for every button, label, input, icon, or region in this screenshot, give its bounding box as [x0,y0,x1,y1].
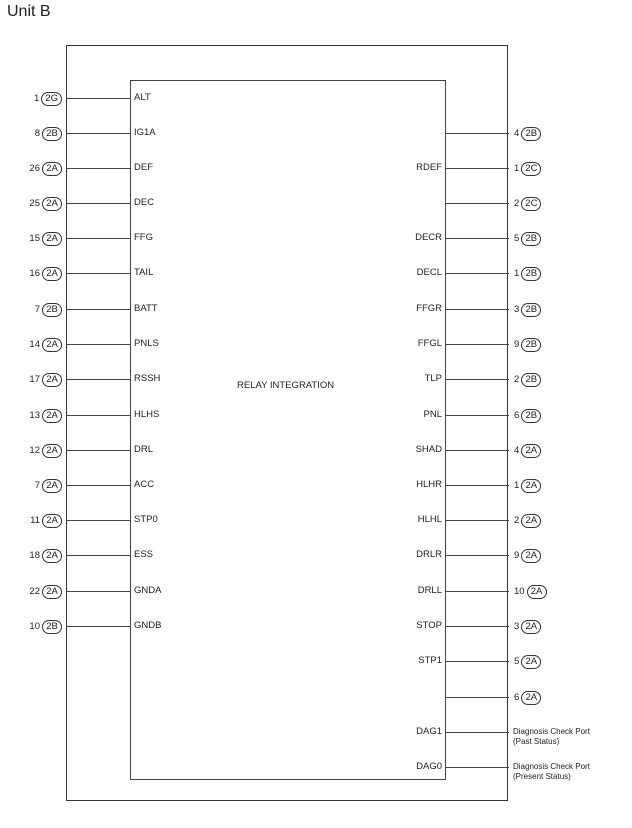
connector-ref [514,691,541,705]
component-name: RELAY INTEGRATION [237,380,335,391]
connector-ref [514,620,541,634]
pin-number: 2 [514,515,520,526]
connector-badge: 2A [521,479,541,493]
connector-ref [514,585,547,599]
connector-ref [29,409,62,423]
pin-number: 7 [34,304,40,315]
connector-badge: 2A [42,585,62,599]
connector-ref [35,127,62,141]
pin-number: 18 [29,550,40,561]
connector-badge: 2A [521,620,541,634]
connector-ref [29,620,62,634]
pin-number: 9 [514,550,520,561]
connector-badge: 2A [42,338,62,352]
connector-ref [514,409,541,423]
connector-badge: 2A [42,267,62,281]
connector-ref [29,162,62,176]
pin-label: RDEF [416,162,442,173]
connector-badge: 2A [521,655,541,669]
pin-number: 10 [514,586,525,597]
pin-label: STP1 [418,655,442,666]
connector-ref [29,444,62,458]
pin-number: 1 [514,480,520,491]
wire [445,238,509,239]
pin-number: 15 [29,233,40,244]
pin-number: 6 [514,410,520,421]
connector-ref [514,479,541,493]
wire [445,591,509,592]
pin-number: 5 [514,233,520,244]
pin-label: DRL [134,444,154,455]
wire [66,203,130,204]
connector-badge: 2A [42,514,62,528]
pin-label: PNLS [134,338,159,349]
pin-label: FFGR [416,303,442,314]
wire [445,520,509,521]
connector-badge: 2A [42,162,62,176]
pin-label: DRLL [417,585,442,596]
pin-number: 22 [29,586,40,597]
pin-label: FFG [134,232,153,243]
pin-label: HLHR [416,479,442,490]
wire [66,168,130,169]
pin-number: 25 [29,198,40,209]
wire [66,133,130,134]
connector-badge: 2A [42,479,62,493]
wire [445,309,509,310]
pin-label: DECL [416,267,442,278]
wire [66,309,130,310]
pin-label: ESS [134,549,154,560]
pin-label: DAG1 [416,726,442,737]
connector-ref [514,373,541,387]
connector-ref [29,197,62,211]
pin-number: 7 [34,480,40,491]
wire [445,697,509,698]
connector-badge: 2A [42,444,62,458]
connector-badge: 2A [521,549,541,563]
diagnosis-port-status: (Past Status) [513,737,560,746]
connector-badge: 2C [521,197,541,211]
wire [445,661,509,662]
pin-number: 4 [514,445,520,456]
connector-ref [514,127,541,141]
wire [445,767,509,768]
connector-badge: 2A [527,585,547,599]
wire [445,168,509,169]
wire [66,485,130,486]
pin-label: HLHL [417,514,442,525]
pin-label: ALT [134,92,151,103]
connector-badge: 2C [521,162,541,176]
pin-number: 1 [34,93,40,104]
wire [445,732,509,733]
connector-badge: 2B [521,373,541,387]
pin-label: HLHS [134,409,160,420]
wire [445,379,509,380]
connector-ref [35,479,62,493]
wire [445,415,509,416]
wire [66,238,130,239]
wire [66,344,130,345]
pin-label: ACC [134,479,155,490]
pin-label: FFGL [417,338,442,349]
connector-ref [29,232,62,246]
pin-number: 9 [514,339,520,350]
wire [66,98,130,99]
wire [66,415,130,416]
pin-number: 26 [29,163,40,174]
pin-label: GNDA [134,585,162,596]
wire [66,379,130,380]
wire [66,273,130,274]
pin-label: STP0 [134,514,158,525]
diagnosis-port-label: Diagnosis Check Port [513,727,590,736]
wire [445,133,509,134]
wire [445,203,509,204]
pin-number: 17 [29,374,40,385]
connector-ref [29,267,62,281]
wire [66,555,130,556]
connector-ref [34,92,62,106]
pin-number: 14 [29,339,40,350]
connector-badge: 2A [42,549,62,563]
wire [66,626,130,627]
connector-badge: 2B [521,303,541,317]
pin-number: 13 [29,410,40,421]
pin-number: 6 [514,692,520,703]
pin-number: 10 [29,621,40,632]
connector-ref [29,338,62,352]
pin-label: TAIL [134,267,154,278]
diagnosis-port-label: Diagnosis Check Port [513,762,590,771]
pin-number: 3 [514,304,520,315]
pin-label: IG1A [134,127,156,138]
connector-badge: 2B [521,409,541,423]
connector-badge: 2A [521,514,541,528]
connector-ref [514,514,541,528]
connector-badge: 2B [42,127,62,141]
connector-ref [514,549,541,563]
pin-number: 12 [29,445,40,456]
pin-number: 2 [514,374,520,385]
connector-badge: 2B [521,232,541,246]
wire [66,591,130,592]
wire [445,450,509,451]
pin-label: BATT [134,303,158,314]
pin-number: 4 [514,128,520,139]
connector-badge: 2A [42,373,62,387]
pin-label: DECR [415,232,442,243]
wire [445,344,509,345]
connector-badge: 2A [521,444,541,458]
connector-badge: 2B [521,267,541,281]
connector-ref [514,338,541,352]
wire [445,273,509,274]
pin-label: DRLR [416,549,442,560]
wire [66,520,130,521]
connector-badge: 2B [521,338,541,352]
wire [445,555,509,556]
connector-ref [29,585,62,599]
connector-ref [514,444,541,458]
pin-number: 8 [34,128,40,139]
unit-title: Unit B [7,3,51,20]
diagnosis-port-status: (Present Status) [513,772,571,781]
connector-ref [514,303,541,317]
connector-badge: 2B [42,620,62,634]
connector-ref [35,303,62,317]
connector-ref [29,549,62,563]
connector-badge: 2A [521,691,541,705]
connector-badge: 2A [42,197,62,211]
connector-ref [514,197,541,211]
pin-label: DAG0 [416,761,442,772]
wire [445,626,509,627]
pin-label: GNDB [134,620,162,631]
connector-ref [514,655,541,669]
pin-label: SHAD [415,444,442,455]
connector-ref [514,162,541,176]
pin-number: 1 [514,163,520,174]
wire [66,450,130,451]
pin-number: 1 [514,268,520,279]
pin-label: PNL [423,409,442,420]
connector-badge: 2A [42,409,62,423]
pin-label: RSSH [134,373,161,384]
relay-integration-block [130,80,446,780]
pin-number: 11 [30,515,40,526]
connector-badge: 2B [42,303,62,317]
connector-ref [514,232,541,246]
pin-number: 16 [29,268,40,279]
pin-label: DEF [134,162,153,173]
pin-number: 5 [514,656,520,667]
connector-ref [29,373,62,387]
pin-label: DEC [134,197,155,208]
pin-label: TLP [424,373,442,384]
connector-badge: 2A [42,232,62,246]
connector-badge: 2G [41,92,62,106]
connector-ref [514,267,541,281]
pin-number: 2 [514,198,520,209]
connector-ref [30,514,62,528]
pin-number: 3 [514,621,520,632]
wire [445,485,509,486]
pin-label: STOP [416,620,442,631]
connector-badge: 2B [521,127,541,141]
